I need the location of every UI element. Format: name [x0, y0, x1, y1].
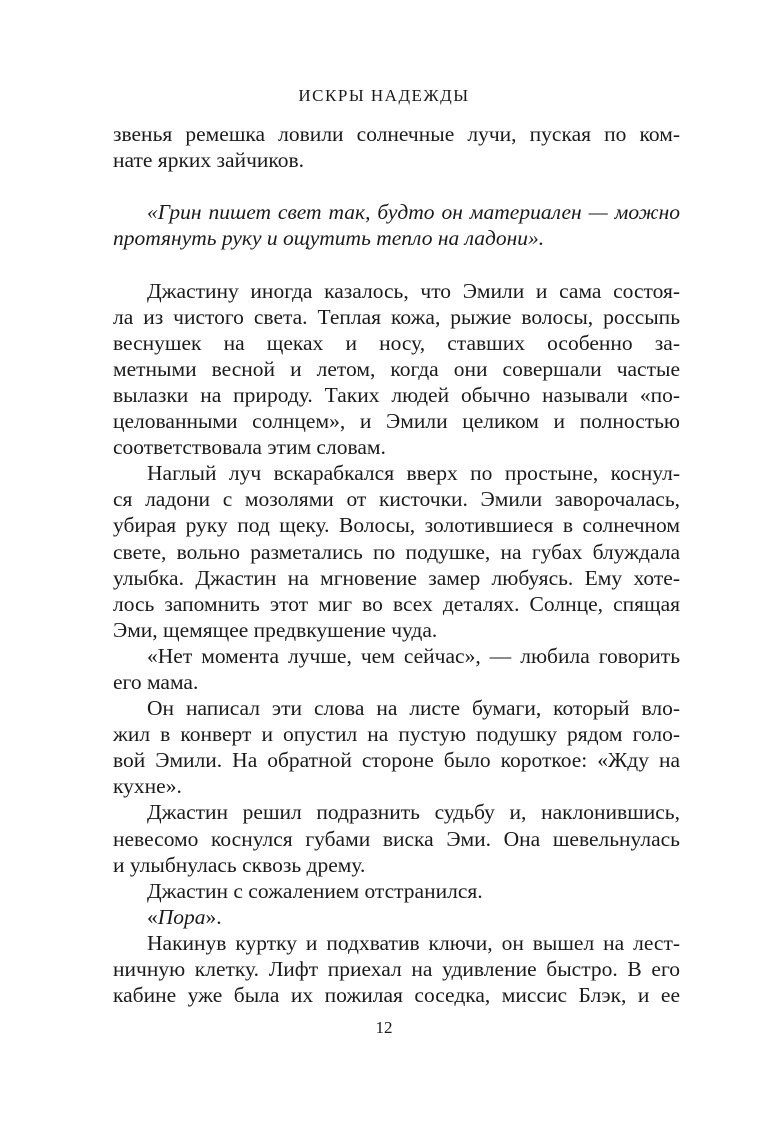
text-line: его мама.: [113, 669, 199, 694]
text-line: улыбка. Джастин на мгновение замер любуясь. Ему хоте-: [113, 565, 680, 590]
text-line: Джастин с сожалением отстранился.: [147, 878, 483, 903]
text-line: Наглый луч вскарабкался вверх по простыне, коснул-: [147, 461, 680, 486]
quote-open: «: [147, 904, 158, 929]
text-line: [113, 904, 680, 930]
text-line: целованными солнцем», и Эмили целиком и полностью: [113, 409, 680, 434]
text-line: Эми, щемящее предвкушение чуда.: [113, 617, 438, 642]
text-line: Джастину иногда казалось, что Эмили и сама состоя-: [147, 278, 680, 303]
text-line: звенья ремешка ловили солнечные лучи, пуская по ком-: [113, 122, 680, 146]
text-line: вой Эмили. На обратной стороне было короткое: «Жду на: [113, 748, 680, 773]
body-text: [113, 121, 680, 1008]
text-line: вылазки на природу. Таких людей обычно называли «по-: [113, 382, 680, 407]
text-line: нате ярких зайчиков.: [113, 148, 305, 173]
text-line: соответствовала этим словам.: [113, 435, 386, 460]
text-line: веснушек на щеках и носу, ставших особенно за-: [113, 330, 680, 355]
italic-word: Пора: [157, 904, 206, 929]
text-line: жил в конверт и опустил на пустую подушку рядом голо-: [113, 722, 680, 747]
epigraph-line: «Грин пишет свет так, будто он материален — можно: [147, 200, 680, 225]
epigraph-line: протянуть руку и ощутить тепло на ладони».: [113, 226, 545, 251]
page-number: 12: [375, 1018, 393, 1037]
running-head: ИСКРЫ НАДЕЖДЫ: [298, 86, 470, 105]
text-line: ничную клетку. Лифт приехал на удивление быстро. В его: [113, 957, 680, 981]
text-line: ла из чистого света. Теплая кожа, рыжие волосы, россыпь: [113, 304, 680, 329]
text-line: кухне».: [113, 774, 182, 799]
text-line: Он написал эти слова на листе бумаги, который вло-: [147, 696, 680, 721]
text-line: лось запомнить этот миг во всех деталях. Солнце, спящая: [113, 591, 680, 616]
text-line: невесомо коснулся губами виска Эми. Она шевельнулась: [113, 826, 680, 851]
text-line: ся ладони с мозолями от кисточки. Эмили заворочалась,: [113, 487, 680, 512]
blank-line: [113, 251, 680, 277]
quote-close: ».: [205, 904, 222, 929]
blank-line: [113, 173, 680, 199]
text-line: Джастин решил подразнить судьбу и, наклонившись,: [147, 800, 680, 825]
text-line: убирая руку под щеку. Волосы, золотившиеся в солнечном: [113, 513, 680, 538]
text-line: Накинув куртку и подхватив ключи, он вышел на лест-: [147, 930, 680, 955]
text-line: метными весной и летом, когда они совершали частые: [113, 356, 680, 381]
text-line: «Нет момента лучше, чем сейчас», — любила говорить: [147, 643, 680, 668]
text-line: и улыбнулась сквозь дрему.: [113, 852, 366, 877]
text-line: свете, вольно разметались по подушке, на губах блуждала: [113, 539, 680, 564]
text-line: кабине уже была их пожилая соседка, миссис Блэк, и ее: [113, 983, 680, 1008]
